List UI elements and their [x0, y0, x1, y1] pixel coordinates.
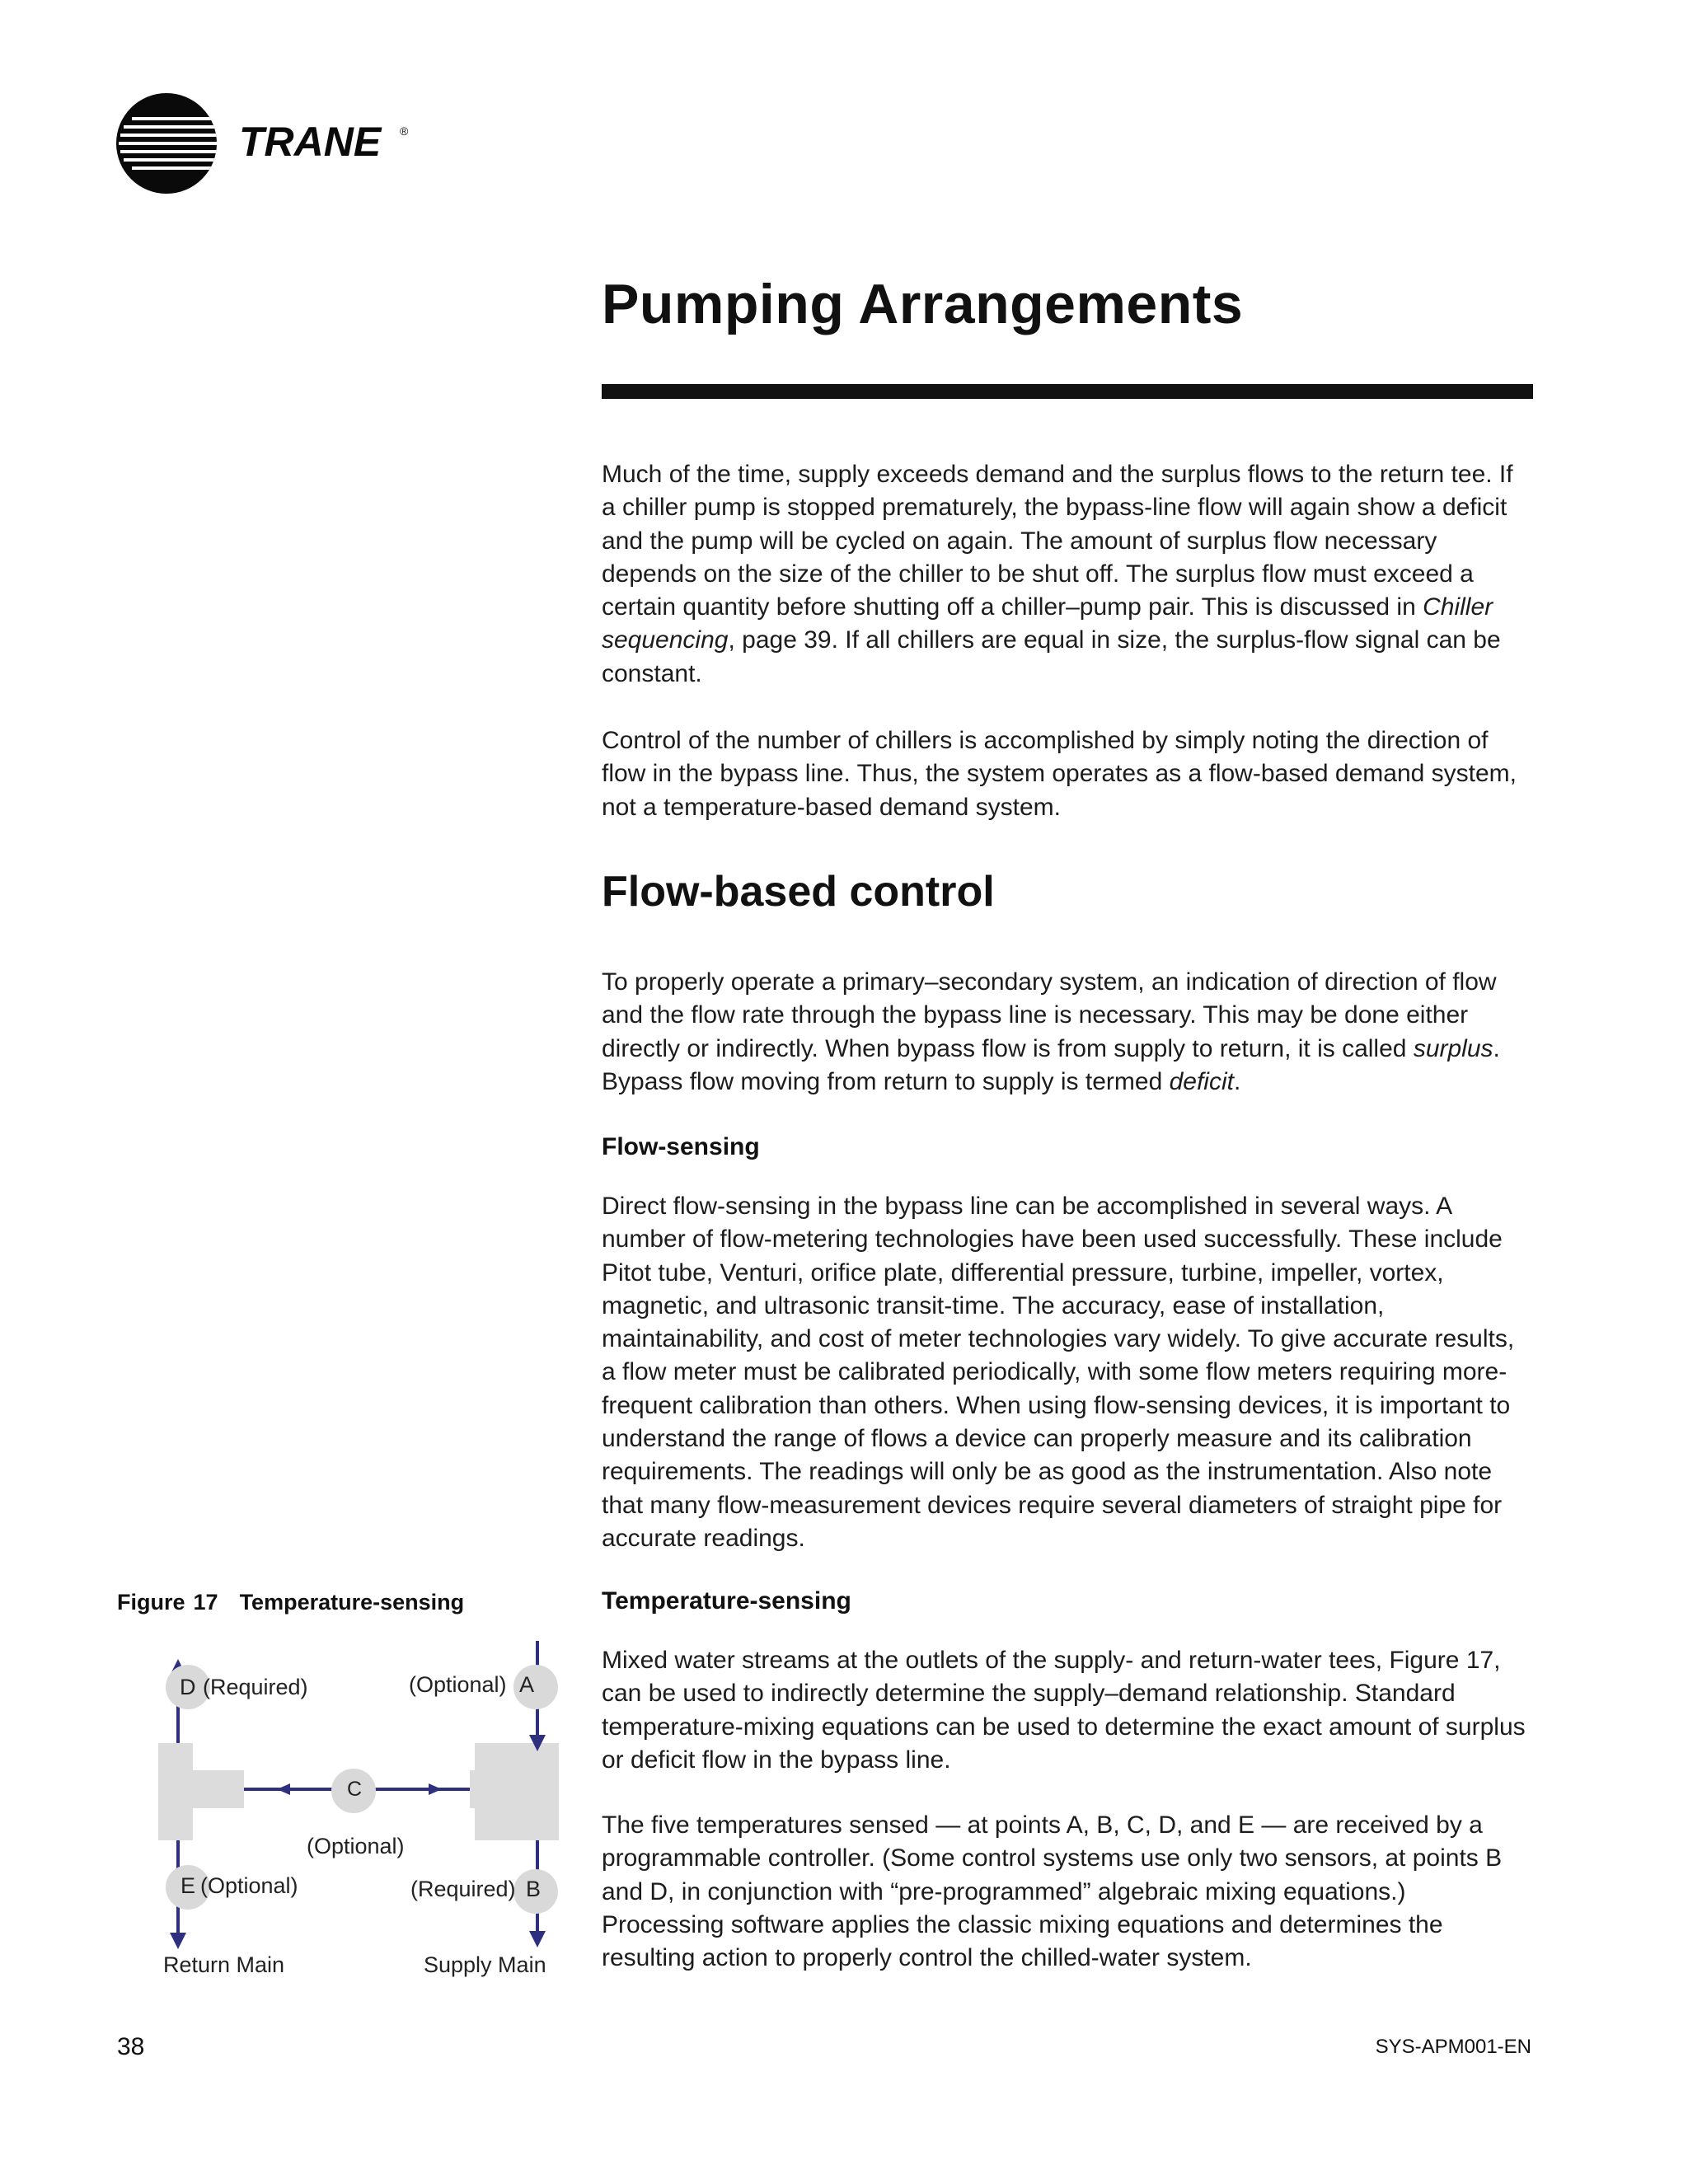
paragraph-mixed-water-streams: Mixed water streams at the outlets of the supply- and return-water tees, Figure 17, can be used to indirectly determine the supply–demand relationship. Standard temperature-mixing equations can be used to determine the exact amount of surplus or deficit flow in the bypass line.: [602, 1647, 1526, 1774]
paragraph-text: To properly operate a primary–secondary system, an indication of direction of flow and the flow rate through the bypass line is necessary. This may be done either directly or indirectly. When bypass flow is from supply to return, it is called: [602, 968, 1497, 1062]
paragraph-text: Much of the time, supply exceeds demand and the surplus flows to the return tee. If a chiller pump is stopped prematurely, the bypass-line flow will again show a deficit and the pump will be cycled on again. The amount of surplus flow necessary depends on the size of the chiller to be shut off. The surplus flow must exceed a certain quantity before shutting off a chiller–pump pair. This is discussed in: [602, 461, 1513, 621]
paragraph-text: , page 39. If all chillers are equal in size, the surplus-flow signal can be constant.: [602, 626, 1501, 687]
paragraph-text: .: [1233, 1067, 1241, 1095]
temperature-sensing-diagram: [115, 1619, 577, 1999]
bypass-arrow-right: [429, 1783, 442, 1795]
heading-temperature-sensing: Temperature-sensing: [602, 1587, 851, 1615]
term-surplus: surplus: [1413, 1034, 1493, 1062]
page-number: 38: [117, 2033, 145, 2060]
paragraph-control-chillers: Control of the number of chillers is accomplished by simply noting the direction of flow in the bypass line. Thus, the system operates as a flow-based demand system, not a temperature-based demand system.: [602, 727, 1517, 821]
paragraph-primary-secondary: [602, 966, 1533, 1099]
return-main-label: Return Main: [163, 1952, 285, 1977]
supply-tee: [470, 1743, 559, 1840]
figure-label: Figure: [117, 1590, 185, 1615]
paragraph-text: . Bypass flow moving from return to supply is termed: [602, 1034, 1500, 1095]
sensor-d-label: D: [180, 1675, 196, 1699]
paragraph-five-temperatures: The five temperatures sensed — at points A, B, C, D, and E — are received by a programmable controller. (Some control systems use only two sensors, at points B and D, in conjunction with “pre-programmed” algebraic mixing equations.) Processing software applies the classic mixing equations and determines the resulting action to properly control the chilled-water system.: [602, 1811, 1503, 1972]
paragraph-surplus-flow: [602, 458, 1533, 691]
figure-title: Temperature-sensing: [239, 1590, 465, 1615]
logo-registered-mark: ®: [400, 124, 409, 138]
return-tee: [158, 1743, 244, 1840]
page-title: Pumping Arrangements: [602, 273, 1244, 335]
sensor-e-note: (Optional): [200, 1873, 298, 1898]
cross-reference-chiller-sequencing: Chiller sequencing: [602, 593, 1493, 654]
heading-flow-based-control: Flow-based control: [602, 868, 995, 916]
sensor-a-label: A: [519, 1672, 535, 1697]
figure-caption: [117, 1590, 464, 1615]
logo-wordmark: TRANE: [239, 119, 382, 165]
document-code: SYS-APM001-EN: [1375, 2036, 1531, 2058]
supply-main-label: Supply Main: [424, 1952, 546, 1977]
term-deficit: deficit: [1169, 1067, 1234, 1095]
sensor-b-note: (Required): [410, 1877, 516, 1901]
paragraph-direct-flow-sensing: Direct flow-sensing in the bypass line can be accomplished in several ways. A number of flow-metering technologies have been used successfully. These include Pitot tube, Venturi, orifice plate, differential pressure, turbine, impeller, vortex, magnetic, and ultrasonic transit-time. The accuracy, ease of installation, maintainability, and cost of meter technologies vary widely. To give accurate results, a flow meter must be calibrated periodically, with some flow meters requiring more-frequent calibration than others. When using flow-sensing devices, it is important to understand the range of flows a device can properly measure and its calibration requirements. The readings will only be as good as the instrumentation. Also note that many flow-measurement devices require several diameters of straight pipe for accurate readings.: [602, 1193, 1515, 1552]
heading-flow-sensing: Flow-sensing: [602, 1133, 760, 1160]
sensor-a-note: (Optional): [409, 1672, 507, 1697]
bypass-arrow-left: [277, 1783, 290, 1795]
sensor-c-note: (Optional): [307, 1834, 405, 1858]
sensor-d-note: (Required): [203, 1675, 308, 1699]
sensor-b-label: B: [526, 1877, 542, 1901]
trane-logo: [115, 92, 429, 196]
sensor-c-label: C: [347, 1778, 363, 1801]
sensor-e-label: E: [181, 1873, 196, 1898]
figure-number: 17: [193, 1590, 218, 1615]
title-rule: [602, 384, 1533, 399]
